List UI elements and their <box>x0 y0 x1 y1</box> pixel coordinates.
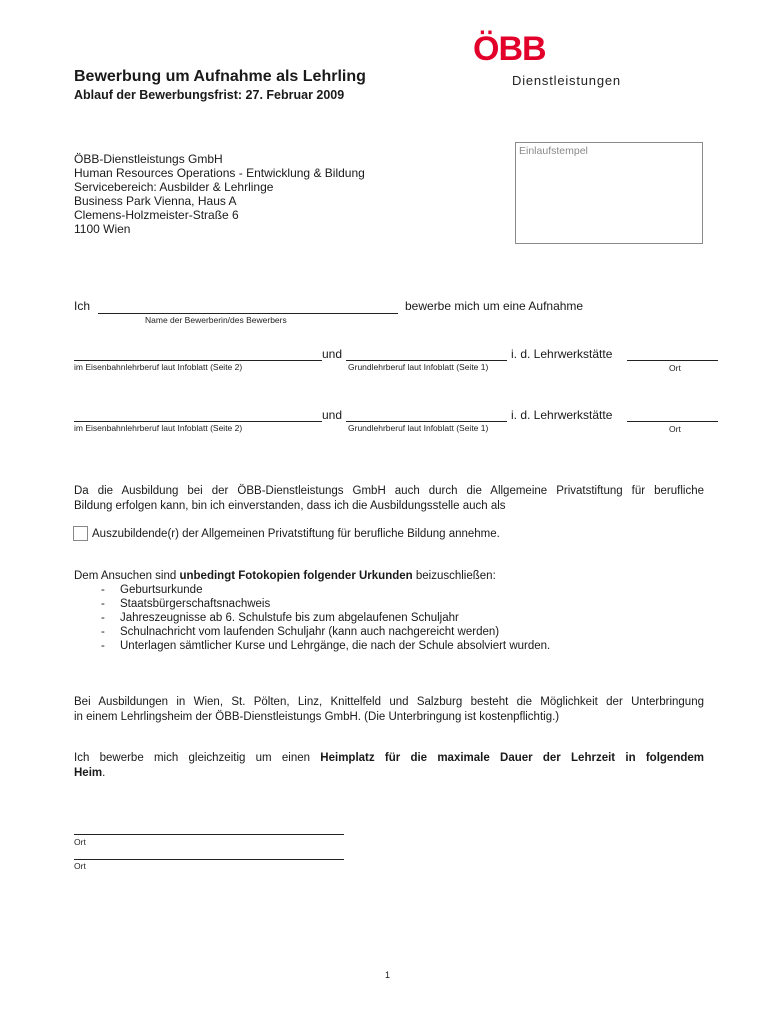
page-number: 1 <box>385 970 391 980</box>
location-caption: Ort <box>669 424 681 434</box>
deadline: Ablauf der Bewerbungsfrist: 27. Februar 2009 <box>74 88 345 102</box>
heim-request-text: . <box>102 767 106 779</box>
recipient-address <box>74 152 365 236</box>
bullet: - <box>101 598 105 610</box>
page-title: Bewerbung um Aufnahme als Lehrling <box>74 68 366 85</box>
documents-intro <box>74 569 496 583</box>
obb-logo-text: ÖBB <box>473 30 546 64</box>
heim-request-emphasis: Heim <box>74 767 103 779</box>
bullet: - <box>101 626 105 638</box>
applicant-prefix: Ich <box>74 299 91 313</box>
documents-intro-emphasis: unbedingt Fotokopien folgender Urkunden <box>179 570 413 582</box>
workshop-label: i. d. Lehrwerkstätte <box>511 408 613 422</box>
list-item <box>101 625 550 639</box>
address-line: 1100 Wien <box>74 222 131 236</box>
heim-request-text: Ich bewerbe mich gleichzeitig um einen <box>74 752 321 764</box>
list-item <box>101 597 550 611</box>
location-field[interactable] <box>74 859 344 860</box>
workshop-location-field[interactable] <box>627 360 718 361</box>
list-item-text: Staatsbürgerschaftsnachweis <box>120 598 271 610</box>
housing-text: Bei Ausbildungen in Wien, St. Pölten, Linz, Knittelfeld und Salzburg besteht die Möglichkeit der Unterbringung <box>74 696 704 708</box>
list-item <box>101 583 550 597</box>
privatstiftung-checkbox-label: Auszubildende(r) der Allgemeinen Privatstiftung für berufliche Bildung annehme. <box>92 528 500 540</box>
list-item-text: Jahreszeugnisse ab 6. Schulstufe bis zum abgelaufenen Schuljahr <box>120 612 459 624</box>
railway-trade-caption: im Eisenbahnlehrberuf laut Infoblatt (Seite 2) <box>74 423 243 433</box>
documents-intro-text: Dem Ansuchen sind <box>74 570 180 582</box>
list-item-text: Schulnachricht vom laufenden Schuljahr (kann auch nachgereicht werden) <box>120 626 500 638</box>
obb-logo-mark <box>473 30 573 64</box>
list-item-text: Geburtsurkunde <box>120 584 203 596</box>
bullet: - <box>101 584 105 596</box>
list-item <box>101 611 550 625</box>
bullet: - <box>101 640 105 652</box>
basic-trade-field[interactable] <box>346 421 507 422</box>
and-label: und <box>322 347 343 361</box>
privatstiftung-text: Bildung erfolgen kann, bin ich einverstanden, dass ich die Ausbildungsstelle auch als <box>74 500 506 512</box>
address-line: ÖBB-Dienstleistungs GmbH <box>74 152 223 166</box>
heim-request <box>74 751 704 765</box>
address-line: Clemens-Holzmeister-Straße 6 <box>74 208 239 222</box>
railway-trade-caption: im Eisenbahnlehrberuf laut Infoblatt (Seite 2) <box>74 362 243 372</box>
applicant-name-field[interactable] <box>98 313 398 314</box>
location-field[interactable] <box>74 834 344 835</box>
privatstiftung-text: Da die Ausbildung bei der ÖBB-Dienstleistungs GmbH auch durch die Allgemeine Privatstiftung für berufliche <box>74 485 704 497</box>
heim-request <box>74 766 105 780</box>
basic-trade-caption: Grundlehrberuf laut Infoblatt (Seite 1) <box>348 423 489 433</box>
workshop-location-field[interactable] <box>627 421 718 422</box>
heim-request-emphasis: Heimplatz für die maximale Dauer der Lehrzeit in folgendem <box>320 752 704 764</box>
logo-subtitle: Dienstleistungen <box>512 73 621 88</box>
list-item-text: Unterlagen sämtlicher Kurse und Lehrgänge, die nach der Schule absolviert wurden. <box>120 640 551 652</box>
location-caption: Ort <box>74 861 86 871</box>
privatstiftung-checkbox[interactable] <box>73 526 88 541</box>
receipt-stamp-box <box>515 142 703 244</box>
list-item <box>101 639 550 653</box>
documents-intro-text: beizuschließen: <box>412 570 496 582</box>
and-label: und <box>322 408 343 422</box>
address-line: Servicebereich: Ausbilder & Lehrlinge <box>74 180 274 194</box>
workshop-label: i. d. Lehrwerkstätte <box>511 347 613 361</box>
basic-trade-field[interactable] <box>346 360 507 361</box>
address-line: Business Park Vienna, Haus A <box>74 194 237 208</box>
railway-trade-field[interactable] <box>74 421 322 422</box>
railway-trade-field[interactable] <box>74 360 322 361</box>
stamp-label: Einlaufstempel <box>519 145 588 157</box>
location-caption: Ort <box>74 837 86 847</box>
housing-text: in einem Lehrlingsheim der ÖBB-Dienstleistungs GmbH. (Die Unterbringung ist kostenpflichtig.) <box>74 711 560 723</box>
address-line: Human Resources Operations - Entwicklung & Bildung <box>74 166 365 180</box>
bullet: - <box>101 612 105 624</box>
location-caption: Ort <box>669 363 681 373</box>
documents-list <box>101 583 550 653</box>
applicant-suffix: bewerbe mich um eine Aufnahme <box>405 299 584 313</box>
applicant-caption: Name der Bewerberin/des Bewerbers <box>145 315 287 325</box>
basic-trade-caption: Grundlehrberuf laut Infoblatt (Seite 1) <box>348 362 489 372</box>
